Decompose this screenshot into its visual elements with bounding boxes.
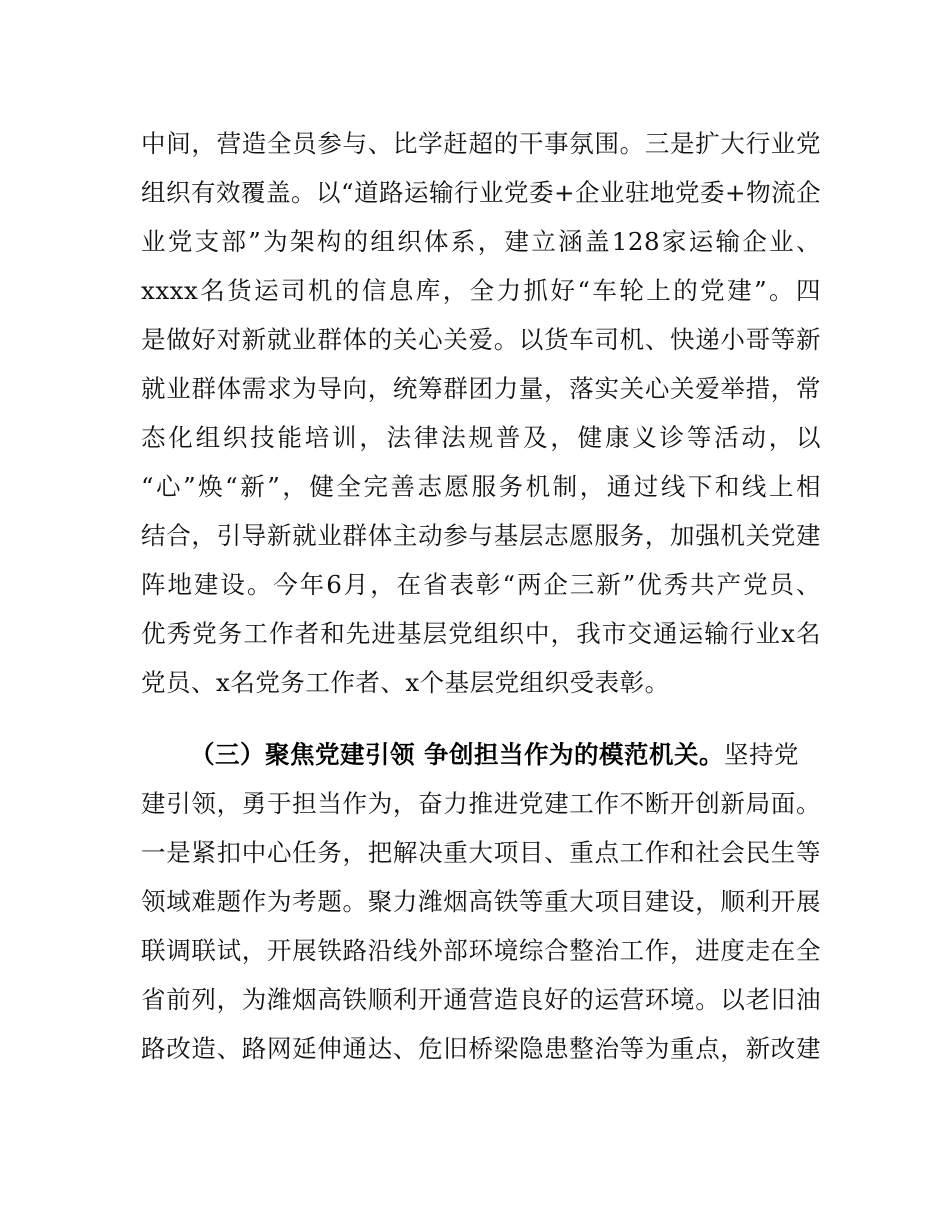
- body-text-line: 业党支部”为架构的组织体系，建立涵盖128家运输企业、: [141, 227, 821, 256]
- body-text-line: 态化组织技能培训，法律法规普及，健康义诊等活动，以: [141, 423, 821, 452]
- body-text-line: xxxx名货运司机的信息库，全力抓好“车轮上的党建”。四: [141, 276, 821, 305]
- section-heading-line: [190, 735, 821, 775]
- heading-line-rest: 坚持党: [724, 740, 800, 769]
- body-text-line: 路改造、路网延伸通达、危旧桥梁隐患整治等为重点，新改建: [141, 1034, 821, 1063]
- body-text-line: 党员、x名党务工作者、x个基层党组织受表彰。: [141, 668, 670, 697]
- body-text-line: 中间，营造全员参与、比学赶超的干事氛围。三是扩大行业党: [141, 129, 821, 158]
- body-text-line: 一是紧扣中心任务，把解决重大项目、重点工作和社会民生等: [141, 838, 821, 867]
- body-text-line: 组织有效覆盖。以“道路运输行业党委+企业驻地党委+物流企: [141, 178, 822, 207]
- body-text-line: “心”焕“新”，健全完善志愿服务机制，通过线下和线上相: [141, 472, 821, 501]
- body-text-line: 阵地建设。今年6月，在省表彰“两企三新”优秀共产党员、: [141, 570, 821, 599]
- body-text-line: 领域难题作为考题。聚力潍烟高铁等重大项目建设，顺利开展: [141, 887, 821, 916]
- body-text-line: 联调联试，开展铁路沿线外部环境综合整治工作，进度走在全: [141, 936, 821, 965]
- body-text-line: 就业群体需求为导向，统筹群团力量，落实关心关爱举措，常: [141, 374, 821, 403]
- body-text-line: 是做好对新就业群体的关心关爱。以货车司机、快递小哥等新: [141, 325, 821, 354]
- body-text-line: 结合，引导新就业群体主动参与基层志愿服务，加强机关党建: [141, 521, 821, 550]
- section-heading: （三）聚焦党建引领 争创担当作为的模范机关。: [190, 740, 725, 769]
- body-text-line: 省前列，为潍烟高铁顺利开通营造良好的运营环境。以老旧油: [141, 985, 821, 1014]
- body-text-line: 建引领，勇于担当作为，奋力推进党建工作不断开创新局面。: [141, 789, 821, 818]
- body-text-line: 优秀党务工作者和先进基层党组织中，我市交通运输行业x名: [141, 619, 821, 648]
